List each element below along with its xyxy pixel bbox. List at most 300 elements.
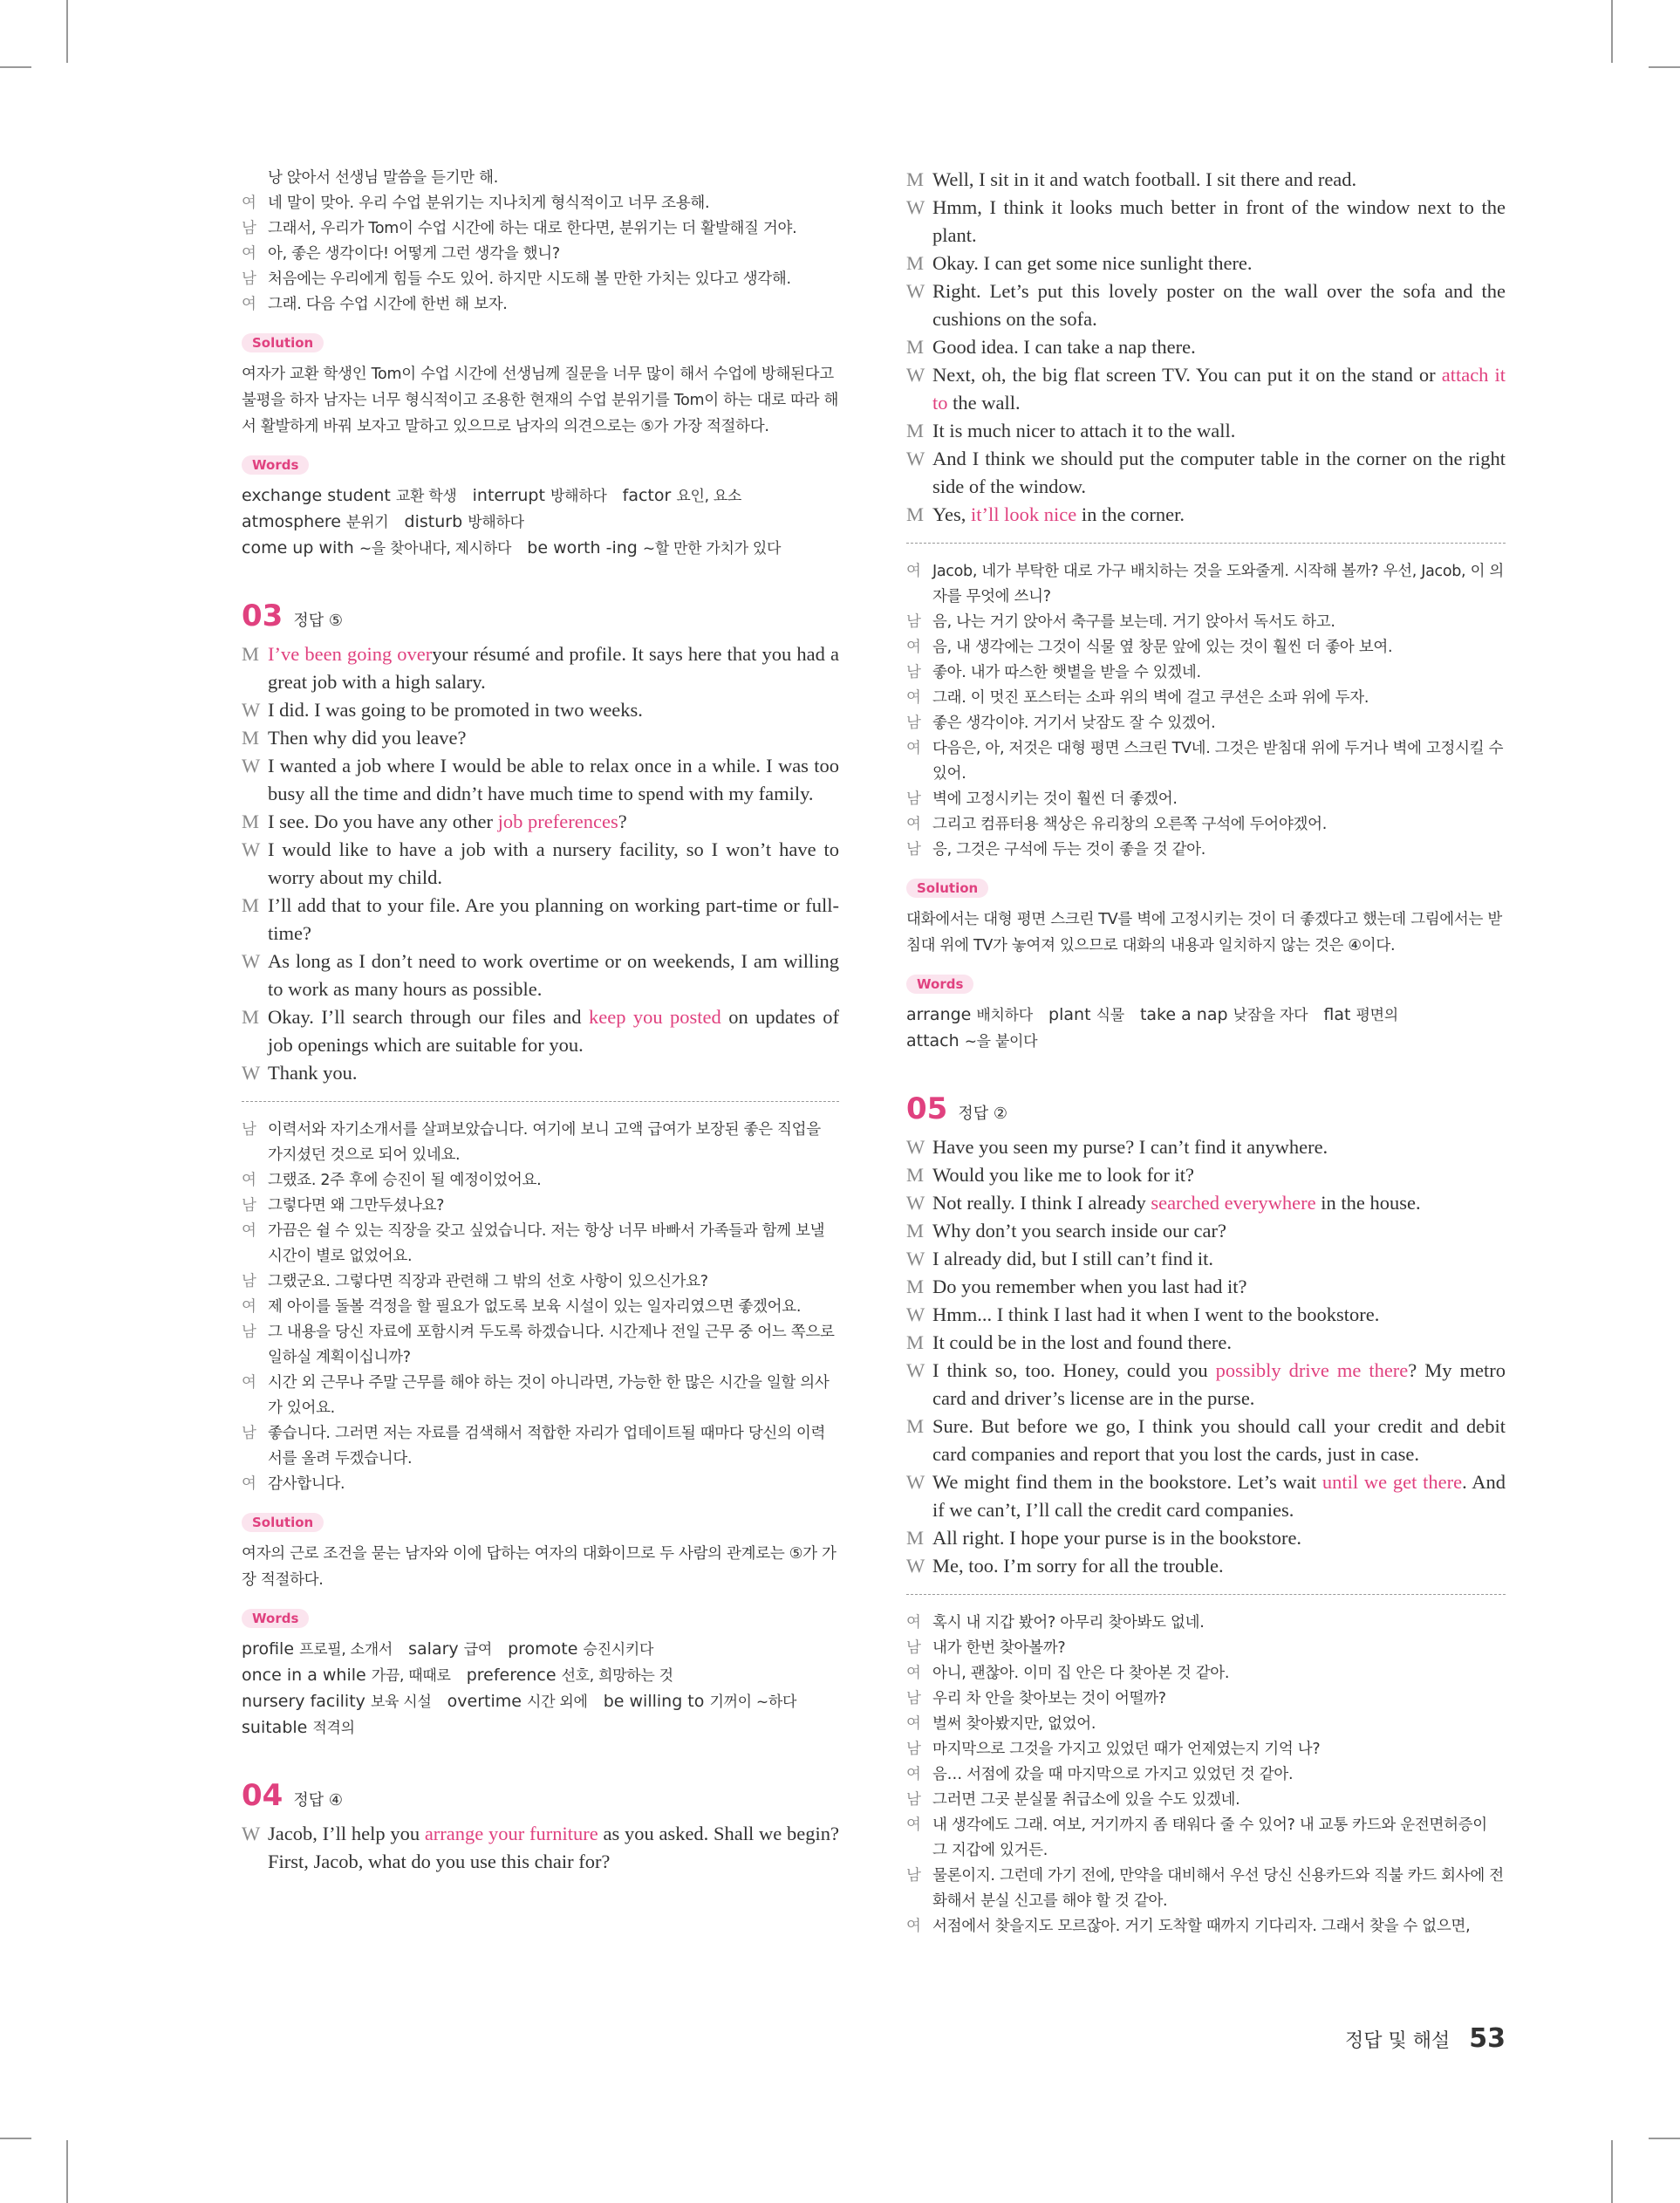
speaker-label: 남 bbox=[242, 220, 256, 237]
speaker-label: W bbox=[906, 1555, 925, 1577]
dialogue-line bbox=[242, 191, 839, 216]
word-english: profile bbox=[242, 1639, 295, 1659]
text-segment: as you asked. Shall we begin? First, Jacob, what do you use this chair for? bbox=[268, 1823, 839, 1872]
dialogue-line bbox=[906, 1217, 1506, 1245]
speaker-label: W bbox=[906, 280, 925, 302]
word-english: disturb bbox=[404, 512, 463, 531]
speaker-label: W bbox=[242, 1062, 261, 1084]
line-text bbox=[932, 333, 1506, 361]
dialogue-line bbox=[906, 1686, 1506, 1712]
text-segment: your résumé and profile. It says here that you had a great job with a high salary. bbox=[268, 643, 839, 693]
speaker-label: 남 bbox=[242, 1324, 256, 1341]
dialogue-line bbox=[242, 1059, 839, 1087]
line-text: 아니, 괜찮아. 이미 집 안은 다 찾아본 것 같아. bbox=[932, 1665, 1230, 1682]
word-english: suitable bbox=[242, 1718, 308, 1737]
word-english: plant bbox=[1048, 1005, 1091, 1024]
line-text bbox=[932, 1273, 1506, 1301]
word-english: be willing to bbox=[603, 1692, 705, 1711]
word-korean: 교환 학생 bbox=[395, 488, 457, 505]
speaker-label: 남 bbox=[906, 1639, 921, 1657]
dialogue-line bbox=[906, 277, 1506, 333]
speaker-label: 여 bbox=[906, 1766, 921, 1783]
speaker-label: M bbox=[906, 1164, 925, 1186]
dialogue-line bbox=[906, 1914, 1506, 1940]
dialogue-04-english bbox=[906, 166, 1506, 529]
speaker-label: 여 bbox=[906, 639, 921, 656]
words-label: Words bbox=[242, 1609, 309, 1628]
word-english: salary bbox=[408, 1639, 459, 1659]
speaker-label: W bbox=[242, 755, 261, 777]
dialogue-line bbox=[242, 1320, 839, 1371]
dialogue-line bbox=[906, 1161, 1506, 1189]
line-text: 좋아. 내가 따스한 햇볕을 받을 수 있겠네. bbox=[932, 664, 1201, 681]
dialogue-line bbox=[906, 838, 1506, 863]
dialogue-line bbox=[242, 1295, 839, 1320]
text-segment: Good idea. I can take a nap there. bbox=[932, 336, 1196, 358]
dialogue-line bbox=[906, 1189, 1506, 1217]
word-korean: 급여 bbox=[463, 1641, 492, 1659]
dialogue-02-korean bbox=[242, 166, 839, 318]
line-text bbox=[268, 808, 839, 836]
speaker-label: 남 bbox=[242, 1425, 256, 1442]
dialogue-line bbox=[906, 610, 1506, 635]
word-korean: ~할 만한 가치가 있다 bbox=[642, 540, 782, 558]
speaker-label: W bbox=[906, 1471, 925, 1493]
text-segment: ? bbox=[618, 811, 627, 832]
speaker-label: W bbox=[906, 1136, 925, 1158]
highlighted-phrase: keep you posted bbox=[588, 1006, 721, 1028]
speaker-label: M bbox=[242, 727, 260, 749]
line-text bbox=[268, 1820, 839, 1876]
question-number: 04 bbox=[242, 1778, 283, 1813]
word-korean: 방해하다 bbox=[468, 514, 524, 531]
speaker-label: 남 bbox=[906, 1791, 921, 1809]
line-text bbox=[932, 1189, 1506, 1217]
crop-mark bbox=[0, 2138, 31, 2139]
crop-mark bbox=[0, 66, 31, 68]
word-english: arrange bbox=[906, 1005, 972, 1024]
dialogue-line bbox=[906, 1357, 1506, 1413]
dialogue-line bbox=[242, 292, 839, 318]
text-segment: It could be in the lost and found there. bbox=[932, 1331, 1233, 1353]
words-label: Words bbox=[906, 975, 973, 994]
text-segment: in the house. bbox=[1315, 1192, 1421, 1214]
text-segment: Okay. I can get some nice sunlight there. bbox=[932, 252, 1253, 274]
dialogue-line bbox=[242, 1168, 839, 1194]
line-text bbox=[932, 1301, 1506, 1329]
dialogue-line bbox=[906, 361, 1506, 417]
line-text bbox=[268, 696, 839, 724]
text-segment: the wall. bbox=[947, 392, 1021, 414]
line-text: 음… 서점에 갔을 때 마지막으로 가지고 있었던 것 같아. bbox=[932, 1766, 1294, 1783]
dialogue-line bbox=[906, 1864, 1506, 1914]
line-text: 음, 나는 거기 앉아서 축구를 보는데. 거기 앉아서 독서도 하고. bbox=[932, 613, 1335, 631]
line-text bbox=[932, 194, 1506, 250]
line-text: 낭 앉아서 선생님 말씀을 듣기만 해. bbox=[268, 169, 499, 187]
word-korean: ~을 찾아내다, 제시하다 bbox=[359, 540, 512, 558]
word-english: take a nap bbox=[1139, 1005, 1228, 1024]
dialogue-05-english bbox=[906, 1133, 1506, 1580]
text-segment: It is much nicer to attach it to the wall. bbox=[932, 420, 1236, 441]
line-text bbox=[932, 1133, 1506, 1161]
solution-label: Solution bbox=[242, 333, 324, 352]
question-03-header bbox=[242, 599, 839, 633]
speaker-label: M bbox=[242, 811, 260, 832]
line-text: 네 말이 맞아. 우리 수업 분위기는 지나치게 형식적이고 너무 조용해. bbox=[268, 195, 710, 212]
dialogue-line bbox=[906, 1329, 1506, 1357]
dialogue-line bbox=[906, 1301, 1506, 1329]
word-korean: ~을 붙이다 bbox=[964, 1033, 1038, 1050]
dialogue-line bbox=[906, 736, 1506, 787]
speaker-label: 남 bbox=[906, 790, 921, 808]
line-text bbox=[932, 1413, 1506, 1468]
speaker-label: 여 bbox=[906, 1614, 921, 1632]
dialogue-line bbox=[906, 445, 1506, 501]
right-column bbox=[906, 166, 1506, 1940]
line-text: 서점에서 찾을지도 모르잖아. 거기 도착할 때까지 기다리자. 그래서 찾을 수 없으면, bbox=[932, 1918, 1471, 1935]
dialogue-line bbox=[906, 1524, 1506, 1552]
dialogue-line bbox=[906, 1788, 1506, 1813]
dialogue-line bbox=[906, 1273, 1506, 1301]
line-text bbox=[932, 445, 1506, 501]
line-text bbox=[268, 724, 839, 752]
dialogue-line bbox=[242, 1219, 839, 1269]
dialogue-line bbox=[906, 635, 1506, 660]
dashed-divider bbox=[906, 1594, 1506, 1595]
dashed-divider bbox=[242, 1101, 839, 1102]
line-text: 가끔은 쉴 수 있는 직장을 갖고 싶었습니다. 저는 항상 너무 바빠서 가족들과 함께 보낼 시간이 별로 없었어요. bbox=[268, 1222, 825, 1265]
dialogue-03-korean bbox=[242, 1118, 839, 1497]
dialogue-line bbox=[906, 1661, 1506, 1686]
text-segment: All right. I hope your purse is in the bookstore. bbox=[932, 1527, 1302, 1549]
text-segment: I would like to have a job with a nursery facility, so I won’t have to worry about my child. bbox=[268, 838, 839, 888]
dialogue-line bbox=[906, 1813, 1506, 1864]
dialogue-line bbox=[242, 1820, 839, 1876]
highlighted-phrase: attach it to bbox=[932, 364, 1506, 414]
solution-label: Solution bbox=[906, 879, 988, 898]
crop-mark bbox=[66, 0, 68, 63]
line-text bbox=[932, 1245, 1506, 1273]
word-korean: 평면의 bbox=[1356, 1007, 1398, 1024]
word-korean: 식물 bbox=[1096, 1007, 1124, 1024]
page-number: 53 bbox=[1469, 2023, 1506, 2054]
line-text: Jacob, 네가 부탁한 대로 가구 배치하는 것을 도와줄게. 시작해 볼까? 우선, Jacob, 이 의자를 무엇에 쓰니? bbox=[932, 563, 1505, 605]
words-label: Words bbox=[242, 455, 309, 475]
words-line bbox=[242, 483, 839, 510]
speaker-label: 여 bbox=[242, 195, 256, 212]
line-text bbox=[932, 277, 1506, 333]
line-text: 좋은 생각이야. 거기서 낮잠도 잘 수 있겠어. bbox=[932, 715, 1216, 732]
line-text: 그래서, 우리가 Tom이 수업 시간에 하는 대로 한다면, 분위기는 더 활발해질 거야. bbox=[268, 220, 797, 237]
text-segment: I did. I was going to be promoted in two weeks. bbox=[268, 699, 643, 721]
line-text: 감사합니다. bbox=[268, 1475, 345, 1493]
line-text bbox=[932, 417, 1506, 445]
line-text: 벽에 고정시키는 것이 훨씬 더 좋겠어. bbox=[932, 790, 1178, 808]
text-segment: on updates of job openings which are suitable for you. bbox=[268, 1006, 840, 1056]
word-english: atmosphere bbox=[242, 512, 341, 531]
text-segment: Sure. But before we go, I think you should call your credit and debit card companies and report that you lost the cards, just in case. bbox=[932, 1415, 1506, 1465]
text-segment: Well, I sit in it and watch football. I sit there and read. bbox=[932, 168, 1357, 190]
dialogue-line bbox=[242, 752, 839, 808]
word-english: come up with bbox=[242, 538, 354, 558]
speaker-label: M bbox=[906, 336, 925, 358]
section-title: 정답 및 해설 bbox=[1345, 2030, 1451, 2052]
line-text: 제 아이를 돌볼 걱정을 할 필요가 없도록 보육 시설이 있는 일자리였으면 좋겠어요. bbox=[268, 1298, 802, 1316]
solution-03-text: 여자의 근로 조건을 묻는 남자와 이에 답하는 여자의 대화이므로 두 사람의 관계로는 ⑤가 가장 적절하다. bbox=[242, 1545, 837, 1589]
speaker-label: 여 bbox=[906, 740, 921, 757]
dashed-divider bbox=[906, 543, 1506, 544]
text-segment: Have you seen my purse? I can’t find it anywhere. bbox=[932, 1136, 1328, 1158]
dialogue-line bbox=[242, 892, 839, 948]
dialogue-line bbox=[242, 1371, 839, 1421]
word-korean: 배치하다 bbox=[976, 1007, 1033, 1024]
dialogue-line bbox=[242, 1421, 839, 1472]
text-segment: Do you remember when you last had it? bbox=[932, 1276, 1247, 1297]
word-korean: 방해하다 bbox=[550, 488, 607, 505]
dialogue-line bbox=[242, 1194, 839, 1219]
dialogue-line bbox=[906, 559, 1506, 610]
words-line bbox=[242, 1637, 839, 1663]
word-english: nursery facility bbox=[242, 1692, 365, 1711]
word-english: exchange student bbox=[242, 486, 391, 505]
crop-mark bbox=[1649, 2138, 1680, 2139]
speaker-label: 여 bbox=[906, 1715, 921, 1733]
highlighted-phrase: I’ve been going over bbox=[268, 643, 433, 665]
dialogue-line bbox=[242, 166, 839, 191]
dialogue-line bbox=[242, 948, 839, 1003]
dialogue-line bbox=[906, 501, 1506, 529]
speaker-label: W bbox=[906, 1248, 925, 1269]
crop-mark bbox=[1611, 0, 1613, 63]
words-04-list bbox=[906, 1002, 1506, 1055]
line-text: 벌써 찾아봤지만, 없었어. bbox=[932, 1715, 1096, 1733]
line-text: 혹시 내 지갑 봤어? 아무리 찾아봐도 없네. bbox=[932, 1614, 1205, 1632]
word-korean: 기꺼이 ~하다 bbox=[709, 1693, 797, 1711]
speaker-label: 여 bbox=[906, 563, 921, 580]
dialogue-line bbox=[906, 1712, 1506, 1737]
line-text: 그리고 컴퓨터용 책상은 유리창의 오른쪽 구석에 두어야겠어. bbox=[932, 816, 1327, 833]
dialogue-line bbox=[906, 711, 1506, 736]
line-text bbox=[268, 948, 839, 1003]
text-segment: We might find them in the bookstore. Let’s wait bbox=[932, 1471, 1322, 1493]
line-text: 다음은, 아, 저것은 대형 평면 스크린 TV네. 그것은 받침대 위에 두거나 벽에 고정시킬 수 있어. bbox=[932, 740, 1504, 783]
word-korean: 선호, 희망하는 것 bbox=[561, 1667, 673, 1685]
dialogue-line bbox=[906, 250, 1506, 277]
word-english: interrupt bbox=[472, 486, 545, 505]
line-text bbox=[932, 361, 1506, 417]
dialogue-04-korean bbox=[906, 559, 1506, 863]
speaker-label: M bbox=[906, 1220, 925, 1242]
line-text: 내가 한번 찾아볼까? bbox=[932, 1639, 1066, 1657]
word-english: be worth -ing bbox=[527, 538, 638, 558]
line-text bbox=[932, 1357, 1506, 1413]
line-text bbox=[932, 1329, 1506, 1357]
dialogue-line bbox=[242, 640, 839, 696]
words-03-list bbox=[242, 1637, 839, 1741]
word-korean: 시간 외에 bbox=[527, 1693, 588, 1711]
line-text: 우리 차 안을 찾아보는 것이 어떨까? bbox=[932, 1690, 1166, 1707]
line-text: 시간 외 근무나 주말 근무를 해야 하는 것이 아니라면, 가능한 한 많은 시간을 일할 의사가 있어요. bbox=[268, 1374, 830, 1417]
speaker-label: M bbox=[242, 643, 260, 665]
speaker-label: M bbox=[906, 1276, 925, 1297]
dialogue-line bbox=[906, 417, 1506, 445]
speaker-label: 남 bbox=[906, 1867, 921, 1885]
words-line bbox=[242, 536, 839, 562]
text-segment: I see. Do you have any other bbox=[268, 811, 498, 832]
text-segment: Yes, bbox=[932, 503, 971, 525]
line-text bbox=[932, 1524, 1506, 1552]
dialogue-line bbox=[906, 1737, 1506, 1762]
answer-label: 정답 ② bbox=[958, 1105, 1007, 1123]
words-line bbox=[242, 1663, 839, 1689]
speaker-label: W bbox=[242, 1823, 261, 1844]
speaker-label: 여 bbox=[242, 1222, 256, 1240]
line-text bbox=[932, 1468, 1506, 1524]
speaker-label: 남 bbox=[242, 270, 256, 288]
dialogue-line bbox=[906, 686, 1506, 711]
line-text: 아, 좋은 생각이다! 어떻게 그런 생각을 했니? bbox=[268, 245, 560, 263]
speaker-label bbox=[242, 166, 268, 191]
highlighted-phrase: possibly drive me there bbox=[1215, 1359, 1409, 1381]
word-korean: 프로필, 소개서 bbox=[299, 1641, 393, 1659]
speaker-label: W bbox=[906, 196, 925, 218]
crop-mark bbox=[66, 2140, 68, 2203]
speaker-label: 여 bbox=[242, 1374, 256, 1392]
line-text bbox=[932, 501, 1506, 529]
text-segment: Next, oh, the big flat screen TV. You can put it on the stand or bbox=[932, 364, 1442, 386]
speaker-label: 여 bbox=[242, 1172, 256, 1189]
speaker-label: 남 bbox=[242, 1121, 256, 1139]
text-segment: Not really. I think I already bbox=[932, 1192, 1151, 1214]
line-text bbox=[268, 640, 839, 696]
line-text bbox=[268, 752, 839, 808]
dialogue-line bbox=[906, 1552, 1506, 1580]
highlighted-phrase: job preferences bbox=[497, 811, 618, 832]
highlighted-phrase: until we get there bbox=[1321, 1471, 1463, 1493]
answer-label: 정답 ④ bbox=[293, 1791, 343, 1810]
question-04-header bbox=[242, 1778, 839, 1813]
text-segment: Then why did you leave? bbox=[268, 727, 467, 749]
dialogue-line bbox=[242, 1269, 839, 1295]
dialogue-line bbox=[242, 1118, 839, 1168]
line-text: 음, 내 생각에는 그것이 식물 옆 창문 앞에 있는 것이 훨씬 더 좋아 보여. bbox=[932, 639, 1393, 656]
dialogue-line bbox=[242, 242, 839, 267]
word-korean: 요인, 요소 bbox=[676, 488, 742, 505]
dialogue-line bbox=[906, 1468, 1506, 1524]
words-line bbox=[906, 1029, 1506, 1055]
line-text bbox=[268, 1003, 839, 1059]
line-text: 내 생각에도 그래. 여보, 거기까지 좀 태워다 줄 수 있어? 내 교통 카드와 운전면허증이 그 지갑에 있거든. bbox=[932, 1816, 1487, 1859]
speaker-label: M bbox=[906, 168, 925, 190]
speaker-label: 여 bbox=[906, 816, 921, 833]
dialogue-line bbox=[906, 812, 1506, 838]
speaker-label: W bbox=[906, 364, 925, 386]
line-text bbox=[932, 1161, 1506, 1189]
word-english: promote bbox=[508, 1639, 578, 1659]
text-segment: ? My metro card and driver’s license are in the purse. bbox=[932, 1359, 1506, 1409]
speaker-label: M bbox=[906, 252, 925, 274]
dialogue-04-english-start bbox=[242, 1820, 839, 1876]
dialogue-line bbox=[906, 787, 1506, 812]
dialogue-line bbox=[906, 166, 1506, 194]
dialogue-line bbox=[906, 1133, 1506, 1161]
crop-mark bbox=[1649, 66, 1680, 68]
line-text bbox=[932, 166, 1506, 194]
line-text: 그러면 그곳 분실물 취급소에 있을 수도 있겠네. bbox=[932, 1791, 1240, 1809]
speaker-label: 남 bbox=[906, 1690, 921, 1707]
dialogue-line bbox=[906, 194, 1506, 250]
dialogue-line bbox=[242, 696, 839, 724]
dialogue-line bbox=[242, 216, 839, 242]
speaker-label: W bbox=[906, 1192, 925, 1214]
line-text: 응, 그것은 구석에 두는 것이 좋을 것 같아. bbox=[932, 841, 1206, 859]
speaker-label: 여 bbox=[242, 245, 256, 263]
speaker-label: M bbox=[906, 1527, 925, 1549]
text-segment: in the corner. bbox=[1076, 503, 1185, 525]
speaker-label: 남 bbox=[906, 841, 921, 859]
word-english: attach bbox=[906, 1031, 960, 1050]
line-text: 그 내용을 당신 자료에 포함시켜 두도록 하겠습니다. 시간제나 전일 근무 중 어느 쪽으로 일하실 계획이십니까? bbox=[268, 1324, 835, 1366]
text-segment: I wanted a job where I would be able to relax once in a while. I was too busy all the time and didn’t have much time to spend with my family. bbox=[268, 755, 839, 804]
text-segment: Jacob, I’ll help you bbox=[268, 1823, 425, 1844]
text-segment: Why don’t you search inside our car? bbox=[932, 1220, 1226, 1242]
line-text bbox=[932, 1552, 1506, 1580]
word-korean: 보육 시설 bbox=[370, 1693, 432, 1711]
speaker-label: 여 bbox=[906, 1918, 921, 1935]
dialogue-line bbox=[906, 1636, 1506, 1661]
speaker-label: M bbox=[906, 1415, 925, 1437]
text-segment: Hmm, I think it looks much better in front of the window next to the plant. bbox=[932, 196, 1506, 246]
speaker-label: 남 bbox=[906, 613, 921, 631]
highlighted-phrase: arrange your furniture bbox=[424, 1823, 598, 1844]
speaker-label: 남 bbox=[242, 1197, 256, 1214]
line-text: 그랬죠. 2주 후에 승진이 될 예정이었어요. bbox=[268, 1172, 542, 1189]
dialogue-line bbox=[906, 1611, 1506, 1636]
speaker-label: W bbox=[906, 1303, 925, 1325]
speaker-label: M bbox=[906, 503, 925, 525]
line-text bbox=[932, 1217, 1506, 1245]
dialogue-line bbox=[906, 1762, 1506, 1788]
dialogue-line bbox=[242, 836, 839, 892]
word-english: flat bbox=[1323, 1005, 1351, 1024]
line-text bbox=[268, 892, 839, 948]
dialogue-line bbox=[906, 333, 1506, 361]
text-segment: Thank you. bbox=[268, 1062, 358, 1084]
text-segment: Me, too. I’m sorry for all the trouble. bbox=[932, 1555, 1224, 1577]
line-text: 그렇다면 왜 그만두셨나요? bbox=[268, 1197, 445, 1214]
text-segment: Right. Let’s put this lovely poster on the wall over the sofa and the cushions on the sofa. bbox=[932, 280, 1506, 330]
dialogue-line bbox=[242, 724, 839, 752]
text-segment: And I think we should put the computer table in the corner on the right side of the window. bbox=[932, 448, 1506, 497]
text-segment: Would you like me to look for it? bbox=[932, 1164, 1195, 1186]
speaker-label: 여 bbox=[906, 1816, 921, 1834]
speaker-label: 남 bbox=[906, 1741, 921, 1758]
solution-02-text: 여자가 교환 학생인 Tom이 수업 시간에 선생님께 질문을 너무 많이 해서 수업에 방해된다고 불평을 하자 남자는 너무 형식적이고 조용한 현재의 수업 분위기를 Tom이 하는 대로 따라 해서 활발하게 바꿔 보자고 말하고 있으므로 남자의 의견으로는 ⑤가 가장 적절하다. bbox=[242, 366, 839, 435]
line-text: 이력서와 자기소개서를 살펴보았습니다. 여기에 보니 고액 급여가 보장된 좋은 직업을 가지셨던 것으로 되어 있네요. bbox=[268, 1121, 821, 1164]
words-line bbox=[242, 1689, 839, 1715]
words-02-list bbox=[242, 483, 839, 562]
page-footer bbox=[1345, 2023, 1506, 2054]
speaker-label: 여 bbox=[906, 689, 921, 707]
speaker-label: M bbox=[906, 420, 925, 441]
dialogue-line bbox=[242, 1472, 839, 1497]
speaker-label: 여 bbox=[242, 1298, 256, 1316]
answer-label: 정답 ⑤ bbox=[293, 612, 343, 630]
word-korean: 분위기 bbox=[346, 514, 389, 531]
speaker-label: M bbox=[242, 1006, 260, 1028]
highlighted-phrase: it’ll look nice bbox=[971, 503, 1077, 525]
line-text: 마지막으로 그것을 가지고 있었던 때가 언제였는지 기억 나? bbox=[932, 1741, 1321, 1758]
